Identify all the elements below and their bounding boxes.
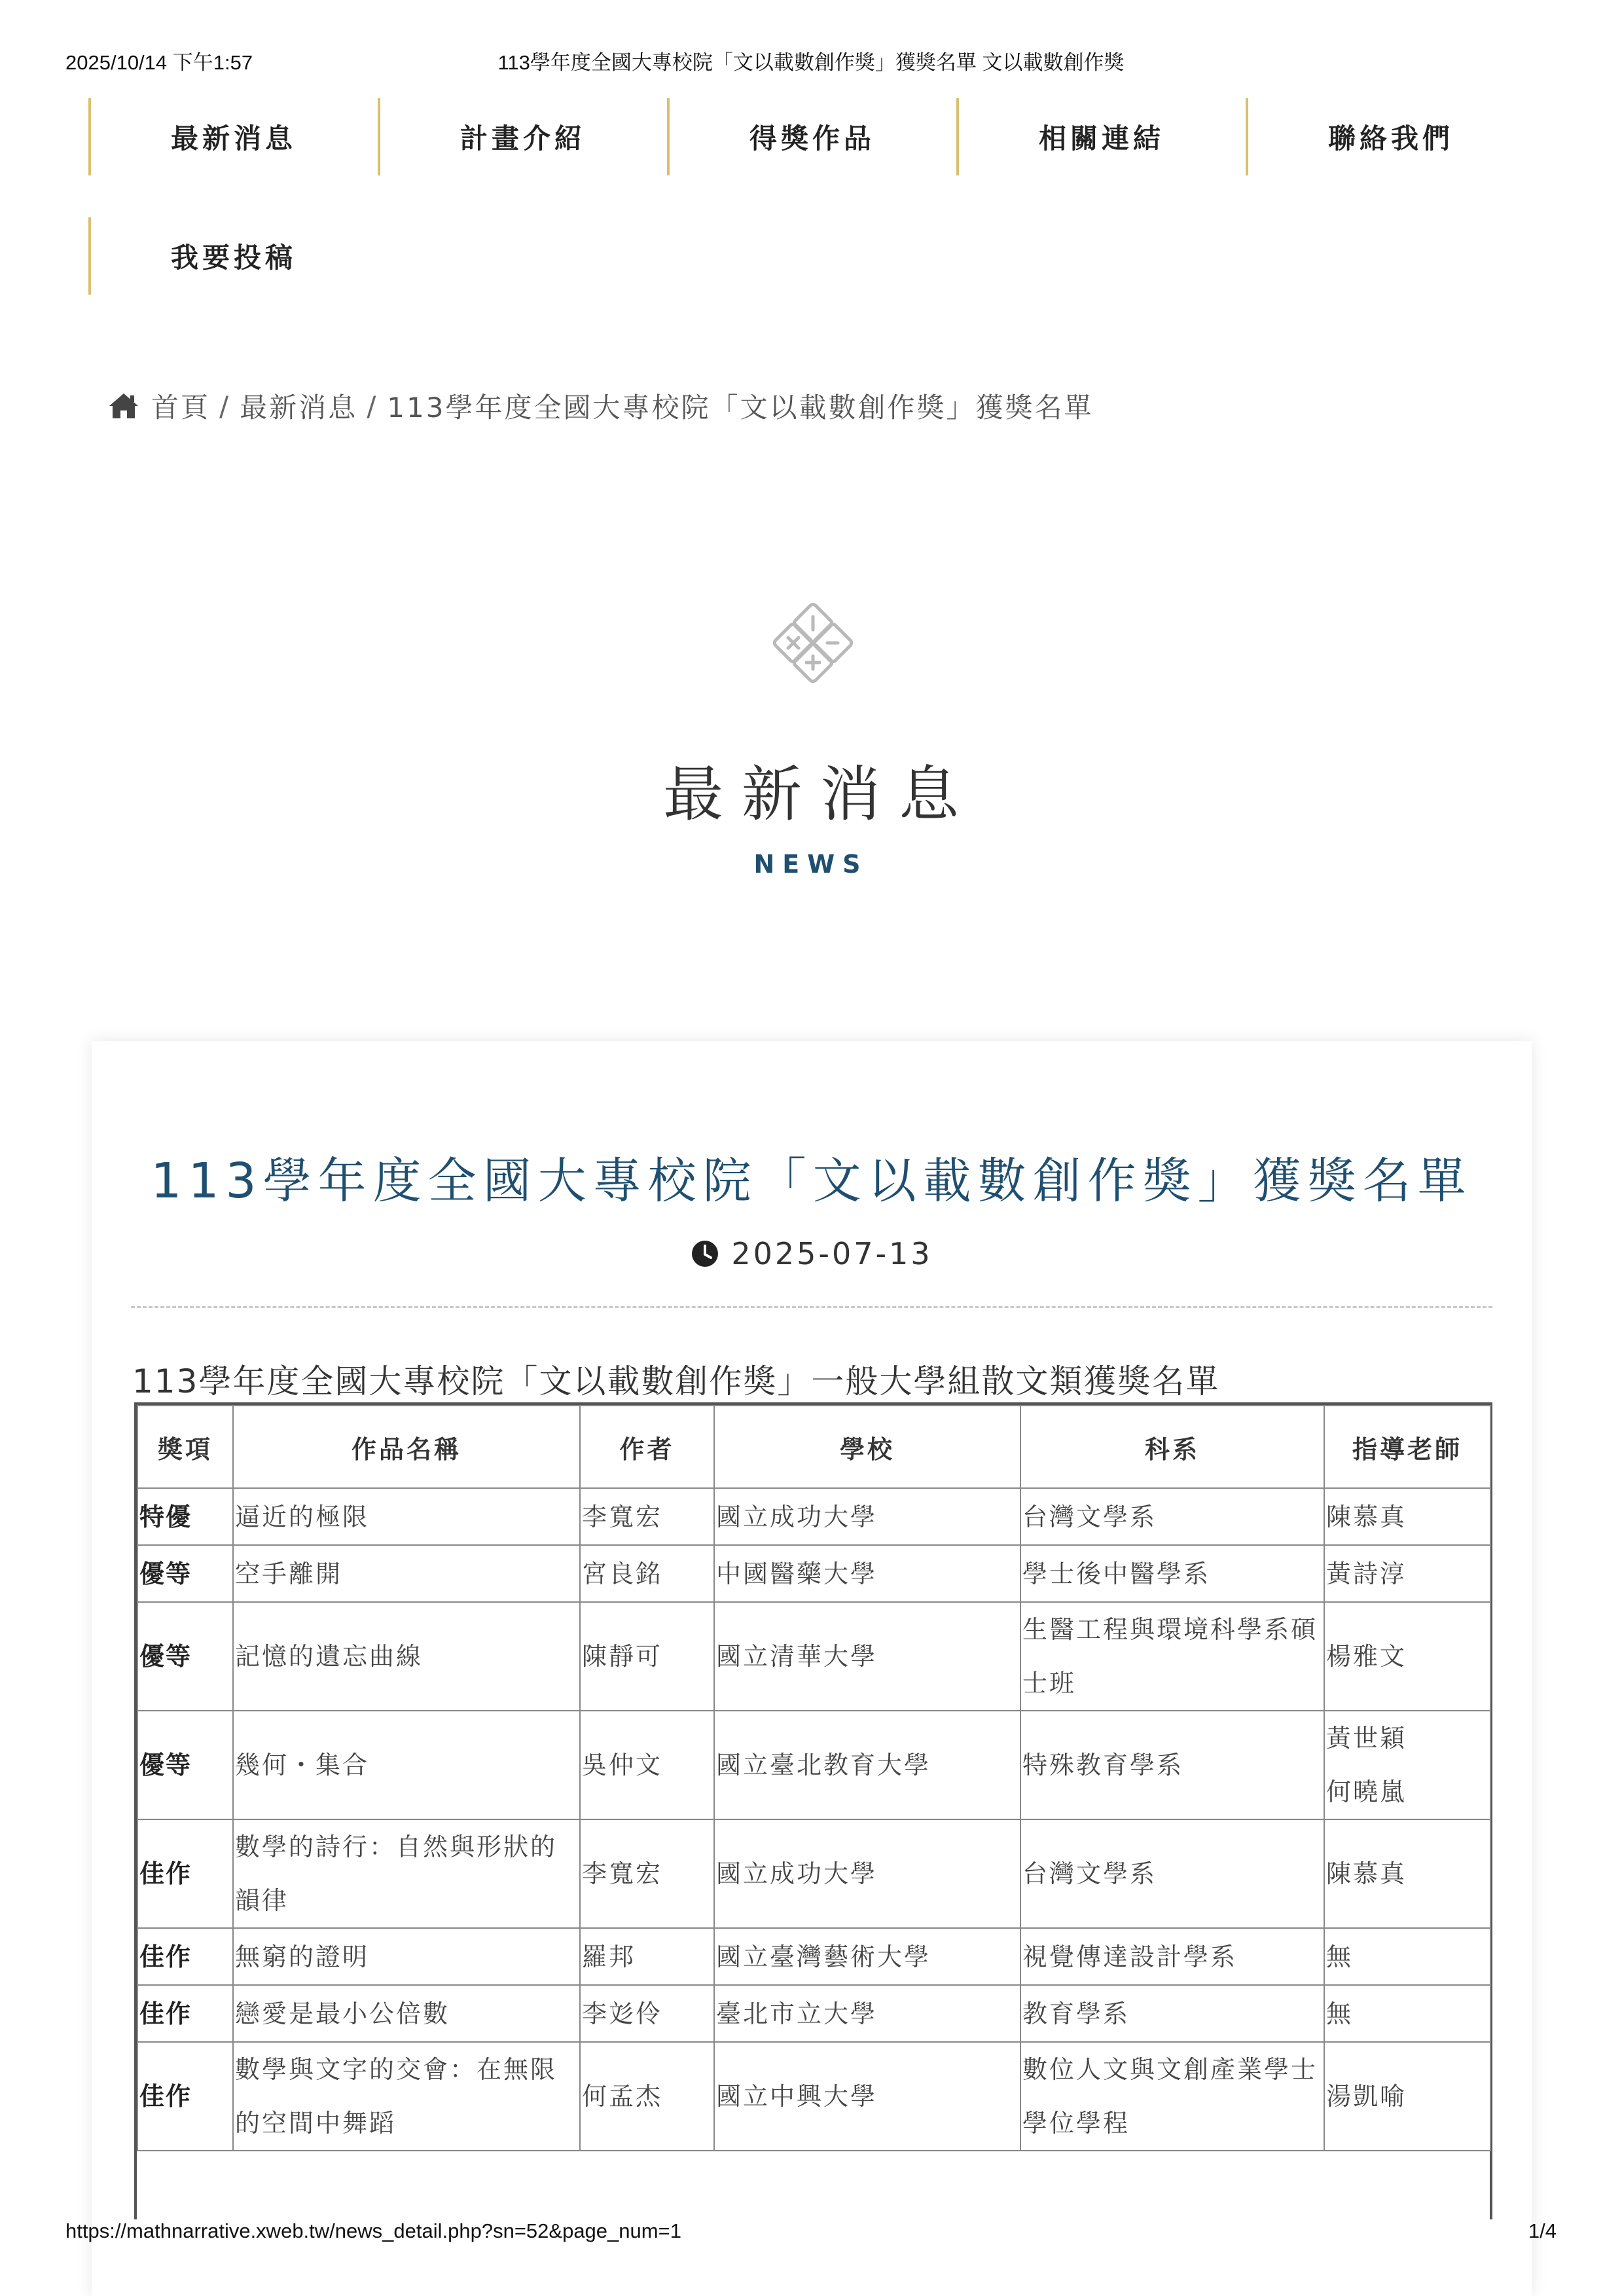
- advisor-cell-line: 楊雅文: [1326, 1642, 1407, 1671]
- department-cell: [1020, 1819, 1324, 1928]
- department-cell: [1020, 1602, 1324, 1711]
- department-cell-line: 教育學系: [1022, 1999, 1130, 2028]
- advisor-cell: [1324, 1819, 1490, 1928]
- print-title: 113學年度全國大專校院「文以載數創作獎」獲獎名單 文以載數創作獎: [497, 51, 1125, 74]
- advisor-cell: [1324, 1985, 1490, 2042]
- prize-cell: 佳作: [137, 1985, 233, 2042]
- department-cell: [1020, 1711, 1324, 1819]
- column-header-school: 學校: [714, 1406, 1020, 1488]
- awards-table-body: [137, 1488, 1490, 2151]
- advisor-cell-line: 無: [1326, 1942, 1354, 1971]
- author-cell: 李彣伶: [580, 1985, 714, 2042]
- table-row: [137, 1545, 1490, 1602]
- department-cell-line: 學位學程: [1022, 2109, 1130, 2138]
- nav-item-related-links[interactable]: 相關連結: [956, 98, 1244, 175]
- nav-item-latest-news[interactable]: 最新消息: [88, 98, 376, 175]
- department-cell-line: 數位人文與文創產業學士: [1022, 2055, 1318, 2084]
- nav-item-submit[interactable]: 我要投稿: [88, 217, 376, 295]
- work-title-cell-line: 幾何・集合: [235, 1751, 370, 1779]
- department-cell: [1020, 2042, 1324, 2151]
- advisor-cell-line: 湯凱喻: [1326, 2082, 1407, 2111]
- advisor-cell: [1324, 1488, 1490, 1545]
- school-cell: 中國醫藥大學: [714, 1545, 1020, 1602]
- author-cell: 李寬宏: [580, 1488, 714, 1545]
- work-title-cell-line: 空手離開: [235, 1559, 343, 1588]
- prize-cell: 特優: [137, 1488, 233, 1545]
- table-row: [137, 1602, 1490, 1711]
- nav-item-contact-us[interactable]: 聯絡我們: [1246, 98, 1534, 175]
- author-cell: 李寬宏: [580, 1819, 714, 1928]
- awards-table-container: [134, 1402, 1492, 2219]
- work-title-cell: [233, 2042, 580, 2151]
- department-cell-line: 生醫工程與環境科學系碩: [1022, 1615, 1318, 1644]
- breadcrumb-separator: /: [219, 390, 231, 422]
- advisor-cell-line: 無: [1326, 1999, 1354, 2028]
- school-cell: 國立臺北教育大學: [714, 1711, 1020, 1819]
- column-header-author: 作者: [580, 1406, 714, 1488]
- department-cell-line: 特殊教育學系: [1022, 1751, 1184, 1779]
- print-page-number: 1/4: [1528, 2219, 1557, 2242]
- work-title-cell: [233, 1985, 580, 2042]
- article-date-text: 2025-07-13: [731, 1236, 933, 1271]
- work-title-cell: [233, 1545, 580, 1602]
- clock-icon: [691, 1239, 719, 1268]
- advisor-cell-line: 黃世穎: [1326, 1724, 1407, 1753]
- department-cell-line: 士班: [1022, 1669, 1077, 1698]
- author-cell: 宮良銘: [580, 1545, 714, 1602]
- school-cell: 臺北市立大學: [714, 1985, 1020, 2042]
- article-title: 113學年度全國大專校院「文以載數創作獎」獲獎名單: [151, 1153, 1473, 1209]
- school-cell: 國立成功大學: [714, 1488, 1020, 1545]
- article-divider: [131, 1306, 1492, 1308]
- author-cell: 吳仲文: [580, 1711, 714, 1819]
- print-date: 2025/10/14 下午1:57: [65, 51, 253, 74]
- school-cell: 國立臺灣藝術大學: [714, 1928, 1020, 1985]
- breadcrumb: [108, 386, 1094, 426]
- table-header-row: [137, 1406, 1490, 1488]
- home-icon[interactable]: [108, 392, 139, 420]
- nav-item-project-intro[interactable]: 計畫介紹: [378, 98, 666, 175]
- department-cell: [1020, 1545, 1324, 1602]
- prize-cell: 佳作: [137, 2042, 233, 2151]
- table-row: [137, 1928, 1490, 1985]
- work-title-cell: [233, 1711, 580, 1819]
- author-cell: 何孟杰: [580, 2042, 714, 2151]
- work-title-cell-line: 戀愛是最小公倍數: [235, 1999, 450, 2028]
- print-footer: [65, 2219, 1557, 2246]
- table-row: [137, 2042, 1490, 2151]
- author-cell: 陳靜可: [580, 1602, 714, 1711]
- work-title-cell-line: 韻律: [235, 1886, 289, 1915]
- school-cell: 國立清華大學: [714, 1602, 1020, 1711]
- breadcrumb-home-link[interactable]: 首頁: [151, 392, 211, 424]
- prize-cell: 佳作: [137, 1819, 233, 1928]
- work-title-cell: [233, 1819, 580, 1928]
- print-header: [65, 46, 1557, 72]
- table-caption: 113學年度全國大專校院「文以載數創作獎」一般大學組散文類獲獎名單: [132, 1362, 1220, 1400]
- advisor-cell-line: 陳慕真: [1326, 1502, 1407, 1531]
- department-cell: [1020, 1928, 1324, 1985]
- breadcrumb-section-link[interactable]: 最新消息: [240, 392, 358, 424]
- hero-subtitle: NEWS: [753, 850, 869, 879]
- table-row: [137, 1711, 1490, 1819]
- print-url: https://mathnarrative.xweb.tw/news_detail.php?sn=52&page_num=1: [65, 2219, 681, 2242]
- math-symbols-diamond-icon: [759, 602, 867, 710]
- department-cell-line: 視覺傳達設計學系: [1022, 1942, 1238, 1971]
- prize-cell: 佳作: [137, 1928, 233, 1985]
- department-cell-line: 台灣文學系: [1022, 1502, 1157, 1531]
- work-title-cell: [233, 1928, 580, 1985]
- advisor-cell-line: 陳慕真: [1326, 1859, 1407, 1888]
- work-title-cell-line: 數學的詩行：自然與形狀的: [235, 1832, 558, 1861]
- column-header-work: 作品名稱: [233, 1406, 580, 1488]
- work-title-cell: [233, 1488, 580, 1545]
- prize-cell: 優等: [137, 1711, 233, 1819]
- table-row: [137, 1819, 1490, 1928]
- school-cell: 國立中興大學: [714, 2042, 1020, 2151]
- advisor-cell: [1324, 2042, 1490, 2151]
- table-row: [137, 1488, 1490, 1545]
- hero-title: 最新消息: [662, 759, 977, 829]
- department-cell: [1020, 1985, 1324, 2042]
- work-title-cell-line: 逼近的極限: [235, 1502, 370, 1531]
- work-title-cell-line: 記憶的遺忘曲線: [235, 1642, 424, 1671]
- advisor-cell: [1324, 1545, 1490, 1602]
- column-header-department: 科系: [1020, 1406, 1324, 1488]
- work-title-cell: [233, 1602, 580, 1711]
- breadcrumb-separator: /: [367, 390, 378, 422]
- work-title-cell-line: 的空間中舞蹈: [235, 2109, 397, 2138]
- advisor-cell-line: 何曉嵐: [1326, 1777, 1407, 1806]
- prize-cell: 優等: [137, 1545, 233, 1602]
- department-cell-line: 台灣文學系: [1022, 1859, 1157, 1888]
- column-header-advisor: 指導老師: [1324, 1406, 1490, 1488]
- department-cell: [1020, 1488, 1324, 1545]
- prize-cell: 優等: [137, 1602, 233, 1711]
- author-cell: 羅邦: [580, 1928, 714, 1985]
- advisor-cell: [1324, 1928, 1490, 1985]
- advisor-cell: [1324, 1602, 1490, 1711]
- awards-table: [137, 1405, 1491, 2151]
- work-title-cell-line: 數學與文字的交會：在無限: [235, 2055, 558, 2084]
- advisor-cell: [1324, 1711, 1490, 1819]
- school-cell: 國立成功大學: [714, 1819, 1020, 1928]
- advisor-cell-line: 黃詩淳: [1326, 1559, 1407, 1588]
- nav-item-award-works[interactable]: 得獎作品: [667, 98, 955, 175]
- breadcrumb-current: 113學年度全國大專校院「文以載數創作獎」獲獎名單: [387, 392, 1094, 424]
- article-date: [92, 1234, 1532, 1273]
- work-title-cell-line: 無窮的證明: [235, 1942, 370, 1971]
- table-row: [137, 1985, 1490, 2042]
- column-header-prize: 獎項: [137, 1406, 233, 1488]
- department-cell-line: 學士後中醫學系: [1022, 1559, 1211, 1588]
